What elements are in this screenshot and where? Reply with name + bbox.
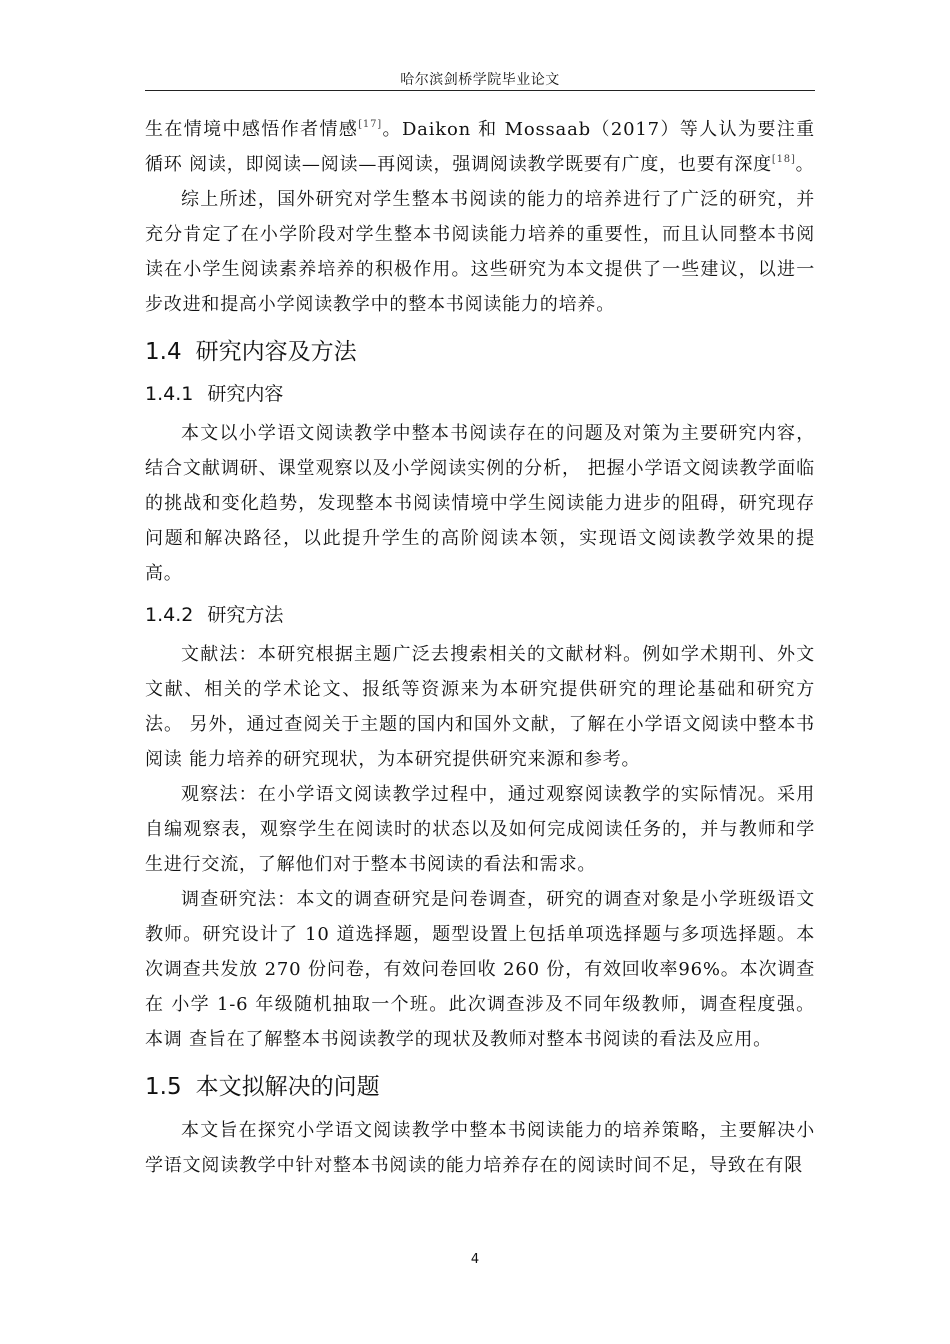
subsection-number: 1.4.2: [145, 604, 194, 626]
paragraph-summary: 综上所述，国外研究对学生整本书阅读的能力的培养进行了广泛的研究，并 充分肯定了在小学阶段对学生整本书阅读能力培养的重要性，而且认同整本书阅 读在小学生阅读素养培养的积极作用。这些研究为本文提供了一些建议，以进一 步改进和提高小学阅读教学中的整本书阅读能力的培养。: [145, 189, 815, 315]
paragraph-problems: 本文旨在探究小学语文阅读教学中整本书阅读能力的培养策略，主要解决小 学语文阅读教学中针对整本书阅读的能力培养存在的阅读时间不足，导致在有限: [145, 1120, 815, 1176]
subsection-heading-1-4-1: [145, 378, 815, 410]
header-divider: [145, 90, 815, 91]
paragraph-continued: [145, 112, 815, 182]
subsection-number: 1.4.1: [145, 383, 194, 405]
section-number: 1.4: [145, 339, 182, 365]
subsection-title: 研究方法: [207, 604, 284, 626]
paragraph-literature-method: 文献法：本研究根据主题广泛去搜索相关的文献材料。例如学术期刊、外文文献、相关的学术论文、报纸等资源来为本研究提供研究的理论基础和研究方法。 另外，通过查阅关于主题的国内和国外文献，了解在小学语文阅读中整本书阅读 能力培养的研究现状，为本研究提供研究来源和参考。: [145, 644, 815, 770]
paragraph-observation-method: 观察法：在小学语文阅读教学过程中，通过观察阅读教学的实际情况。采用自编观察表，观察学生在阅读时的状态以及如何完成阅读任务的，并与教师和学 生进行交流，了解他们对于整本书阅读的看法和需求。: [145, 784, 815, 875]
section-heading-1-4: [145, 334, 815, 370]
paragraph-text: 。Daikon 和 Mossaab（2017）等人认为要注重循环 阅读，即阅读—阅读—再阅读，强调阅读教学既要有广度，也要有深度: [145, 119, 815, 175]
running-header: 哈尔滨剑桥学院毕业论文: [400, 72, 560, 88]
subsection-title: 研究内容: [207, 383, 284, 405]
citation-ref: [17]: [358, 119, 382, 130]
paragraph-text: 。: [795, 154, 815, 175]
paragraph-research-content: 本文以小学语文阅读教学中整本书阅读存在的问题及对策为主要研究内容，结合文献调研、课堂观察以及小学阅读实例的分析， 把握小学语文阅读教学面临的挑战和变化趋势，发现整本书阅读情境中学生阅读能力进步的阻碍，研究现存问题和解决路径，以此提升学生的高阶阅读本领，实现语文阅读教学效果的提高。: [145, 423, 815, 584]
section-number: 1.5: [145, 1074, 182, 1100]
page-number: 4: [470, 1252, 480, 1267]
page-body: [145, 112, 815, 1183]
section-title: 本文拟解决的问题: [195, 1074, 380, 1100]
section-heading-1-5: [145, 1069, 815, 1105]
subsection-heading-1-4-2: [145, 599, 815, 631]
paragraph-survey-method: 调查研究法：本文的调查研究是问卷调查，研究的调查对象是小学班级语文教师。研究设计了 10 道选择题，题型设置上包括单项选择题与多项选择题。本 次调查共发放 270 份问卷，有效问卷回收 260 份，有效回收率96%。本次调查在 小学 1-6 年级随机抽取一个班。此次调查涉及不同年级教师，调查程度强。本调 查旨在了解整本书阅读教学的现状及教师对整本书阅读的看法及应用。: [145, 889, 815, 1050]
citation-ref: [18]: [771, 154, 796, 165]
paragraph-text: 生在情境中感悟作者情感: [145, 119, 359, 140]
section-title: 研究内容及方法: [195, 339, 357, 365]
